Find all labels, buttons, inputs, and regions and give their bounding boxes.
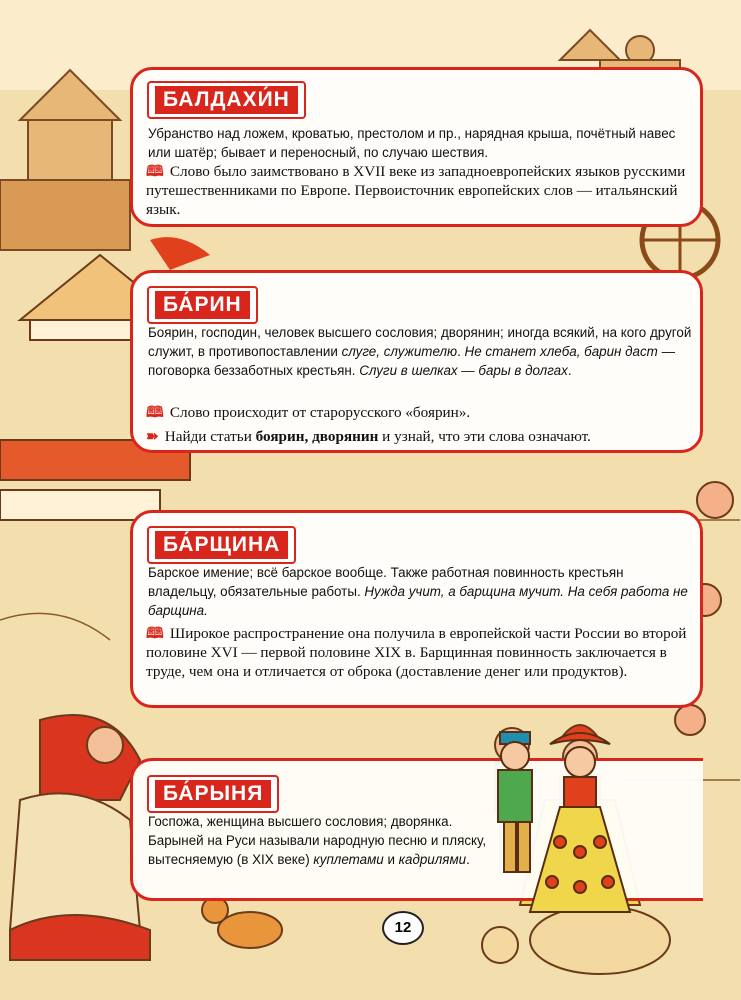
headword-badge — [147, 81, 306, 119]
headword: БАЛДАХИ́Н — [155, 86, 298, 114]
headword-badge — [147, 526, 296, 564]
see-also-text: и узнай, что эти слова означают. — [378, 428, 591, 445]
see-also-terms: боярин, дворянин — [255, 428, 379, 445]
proverb: Не станет хлеба, барин даст — [464, 344, 658, 359]
arrow-icon: ➽ — [146, 428, 159, 445]
entry-card-barshchina — [130, 510, 703, 708]
definition-text: . — [567, 363, 572, 378]
definition-italic: кадрилями — [398, 852, 467, 867]
headword: БА́РЫНЯ — [155, 780, 271, 808]
definition-text: Госпожа, женщина высшего сословия; дворянка. Барыней на Руси называли народную песню и пляску, вытесняемую (в XIX веке) — [148, 814, 487, 867]
headword-badge — [147, 286, 258, 324]
entry-card-baldakhin — [130, 67, 703, 227]
definition-text: — поговорка беззаботных крестьян. — [148, 344, 675, 378]
book-icon: 🕮 — [146, 163, 164, 180]
headword: БА́РЩИНА — [155, 531, 288, 559]
etymology-text: Слово происходит от старорусского «боярин». — [169, 404, 471, 421]
definition — [148, 563, 693, 620]
see-also — [146, 427, 701, 446]
headword-badge — [147, 775, 279, 813]
definition — [148, 124, 688, 162]
proverb: Слуги в шелках — бары в долгах — [359, 363, 568, 378]
see-also-text: Найди статьи — [164, 428, 256, 445]
definition-text: . — [457, 344, 465, 359]
etymology — [146, 403, 691, 422]
dancing-couple-illustration — [480, 722, 650, 922]
etymology-text: Широкое распространение она получила в европейской части России во второй половине XVI — первой половине XIX в. Барщинная повинность заключается в труде, чем она и отличается от оброка (доставление денег или продуктов). — [146, 625, 687, 680]
book-icon: 🕮 — [146, 404, 164, 421]
entry-card-barin — [130, 270, 703, 453]
etymology — [146, 162, 691, 219]
etymology-text: Слово было заимствовано в XVII веке из западноевропейских языков русскими путешественниками по Европе. Первоисточник европейских слов — итальянский язык. — [146, 163, 686, 218]
definition-text: Барское имение; всё барское вообще. Также работная повинность крестьян владельцу, обязательные работы. — [148, 565, 624, 599]
etymology — [146, 624, 696, 681]
definition-italic: куплетами — [313, 852, 384, 867]
definition-italic: слуге, служителю — [341, 344, 458, 359]
headword: БА́РИН — [155, 291, 250, 319]
definition — [148, 812, 493, 869]
page-number: 12 — [382, 911, 424, 945]
definition-text: . — [466, 852, 470, 867]
definition — [148, 323, 693, 380]
book-icon: 🕮 — [146, 625, 164, 642]
proverb: Нужда учит, а барщина мучит. На себя работа не барщина. — [148, 584, 688, 618]
definition-text: и — [383, 852, 399, 867]
definition-text: Боярин, господин, человек высшего сословия; дворянин; иногда всякий, на кого другой служит, в противопоставлении — [148, 325, 692, 359]
definition-text: Убранство над ложем, кроватью, престолом и пр., нарядная крыша, почётный навес или шатёр; бывает и переносный, по случаю шествия. — [148, 126, 676, 160]
